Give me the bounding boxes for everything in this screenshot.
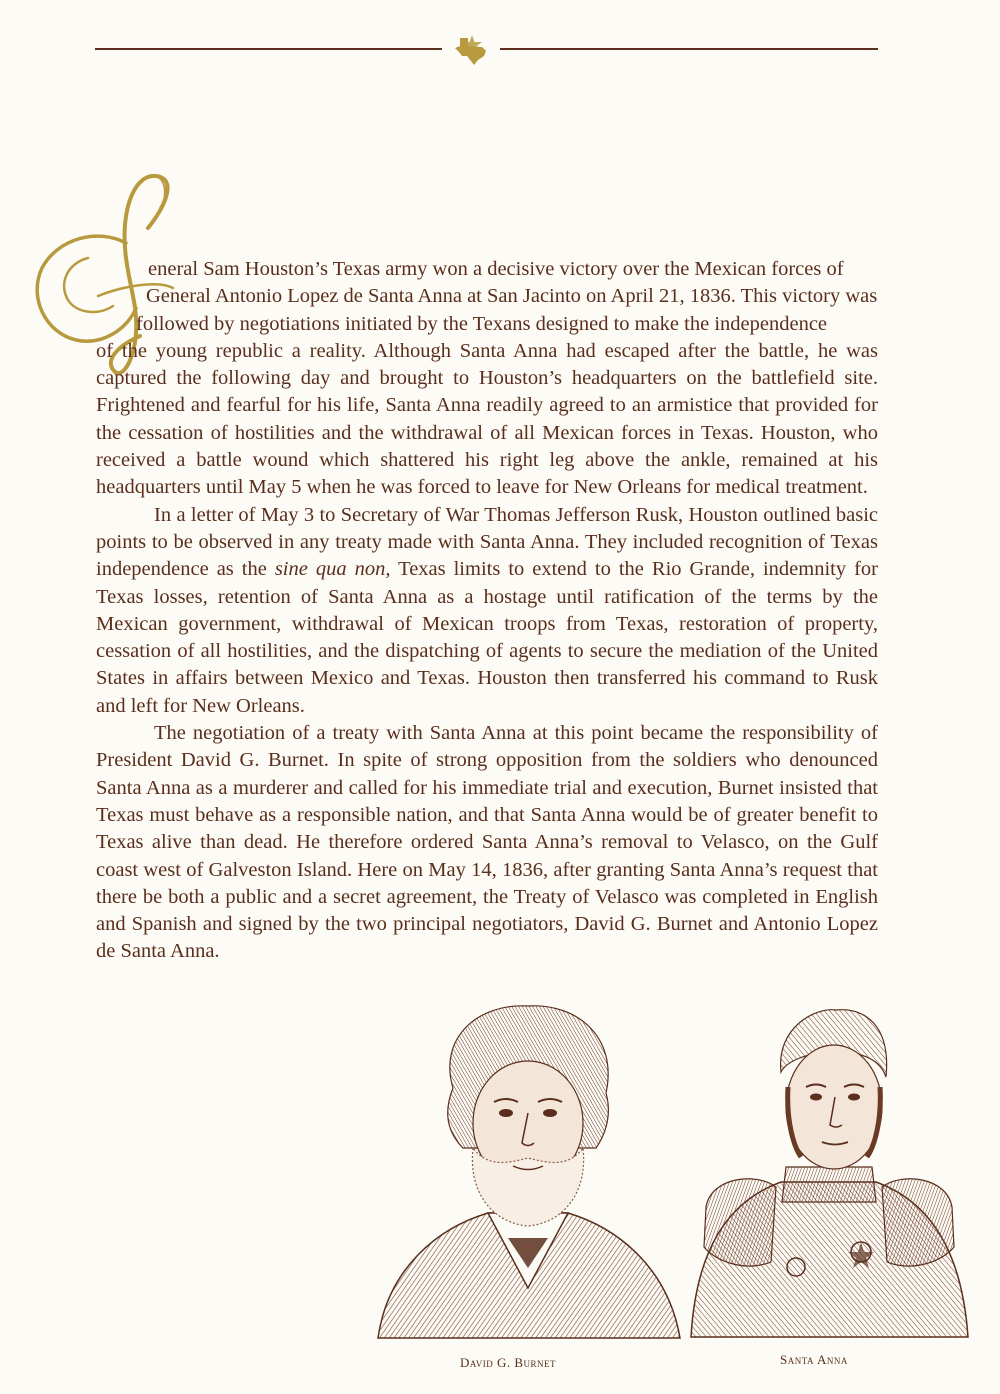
caption-burnet: David G. Burnet [460,1355,557,1370]
caption-santa-anna: Santa Anna [780,1352,848,1367]
paragraph-1 [96,256,878,502]
paragraph-1-line-2: General Antonio Lopez de Santa Anna at San Jacinto on April 21, 1836. This victory was [146,285,878,308]
paragraph-1-line-3: followed by negotiations initiated by the Texans designed to make the independence [136,312,828,335]
paragraph-2-end: Texas limits to extend to the Rio Grande, indemnity for Texas losses, retention of Santa Anna as a hostage until ratification of the terms by the Mexican government, withdrawal of Mexican troops from Texas, restoration of property, cessation of all hostilities, and the dispatching of agents to secure the mediation of the United States in affairs between Mexico and Texas. Houston then transferred his command to Rusk and left for New Orleans. [96,558,878,717]
paragraph-2-italic: sine qua non, [274,558,391,581]
texas-star-icon [452,34,492,66]
header-rule-right [500,48,878,50]
paragraph-1-rest: of the young republic a reality. Although Santa Anna had escaped after the battle, he was captured the following day and brought to Houston’s headquarters on the battlefield site. Frightened and fearful for his life, Santa Anna readily agreed to an armistice that provided for the cessation of hostilities and the withdrawal of all Mexican forces in Texas. Houston, who received a battle wound which shattered his right leg above the ankle, remained at his headquarters until May 5 when he was forced to leave for New Orleans for medical treatment. [96,339,878,499]
paragraph-3: The negotiation of a treaty with Santa Anna at this point became the responsibility of President David G. Burnet. In spite of strong opposition from the soldiers who denounced Santa Anna as a murderer and called for his immediate trial and execution, Burnet insisted that Texas must behave as a responsible nation, and that Santa Anna would be of greater benefit to Texas alive than dead. He therefore ordered Santa Anna’s removal to Velasco, on the Gulf coast west of Galveston Island. Here on May 14, 1836, after granting Santa Anna’s request that there be both a public and a secret agreement, the Treaty of Velasco was completed in English and Spanish and signed by the two principal negotiators, David G. Burnet and Antonio Lopez de Santa Anna. [96,722,878,963]
drop-cap-letter: G [28,168,29,169]
header-rule-left [95,48,442,50]
paragraph-1-line-1: eneral Sam Houston’s Texas army won a decisive victory over the Mexican forces of [148,258,844,280]
portrait-santa-anna [686,1002,972,1342]
portrait-burnet [368,998,688,1343]
paragraph-2-start: In a letter of May 3 to Secretary of War Thomas Jefferson Rusk, Houston outlined basic points to be observed in any treaty made with Santa Anna. They included recognition of Texas independence as the [96,503,878,581]
article-body [96,256,878,966]
paragraph-2 [96,502,878,720]
